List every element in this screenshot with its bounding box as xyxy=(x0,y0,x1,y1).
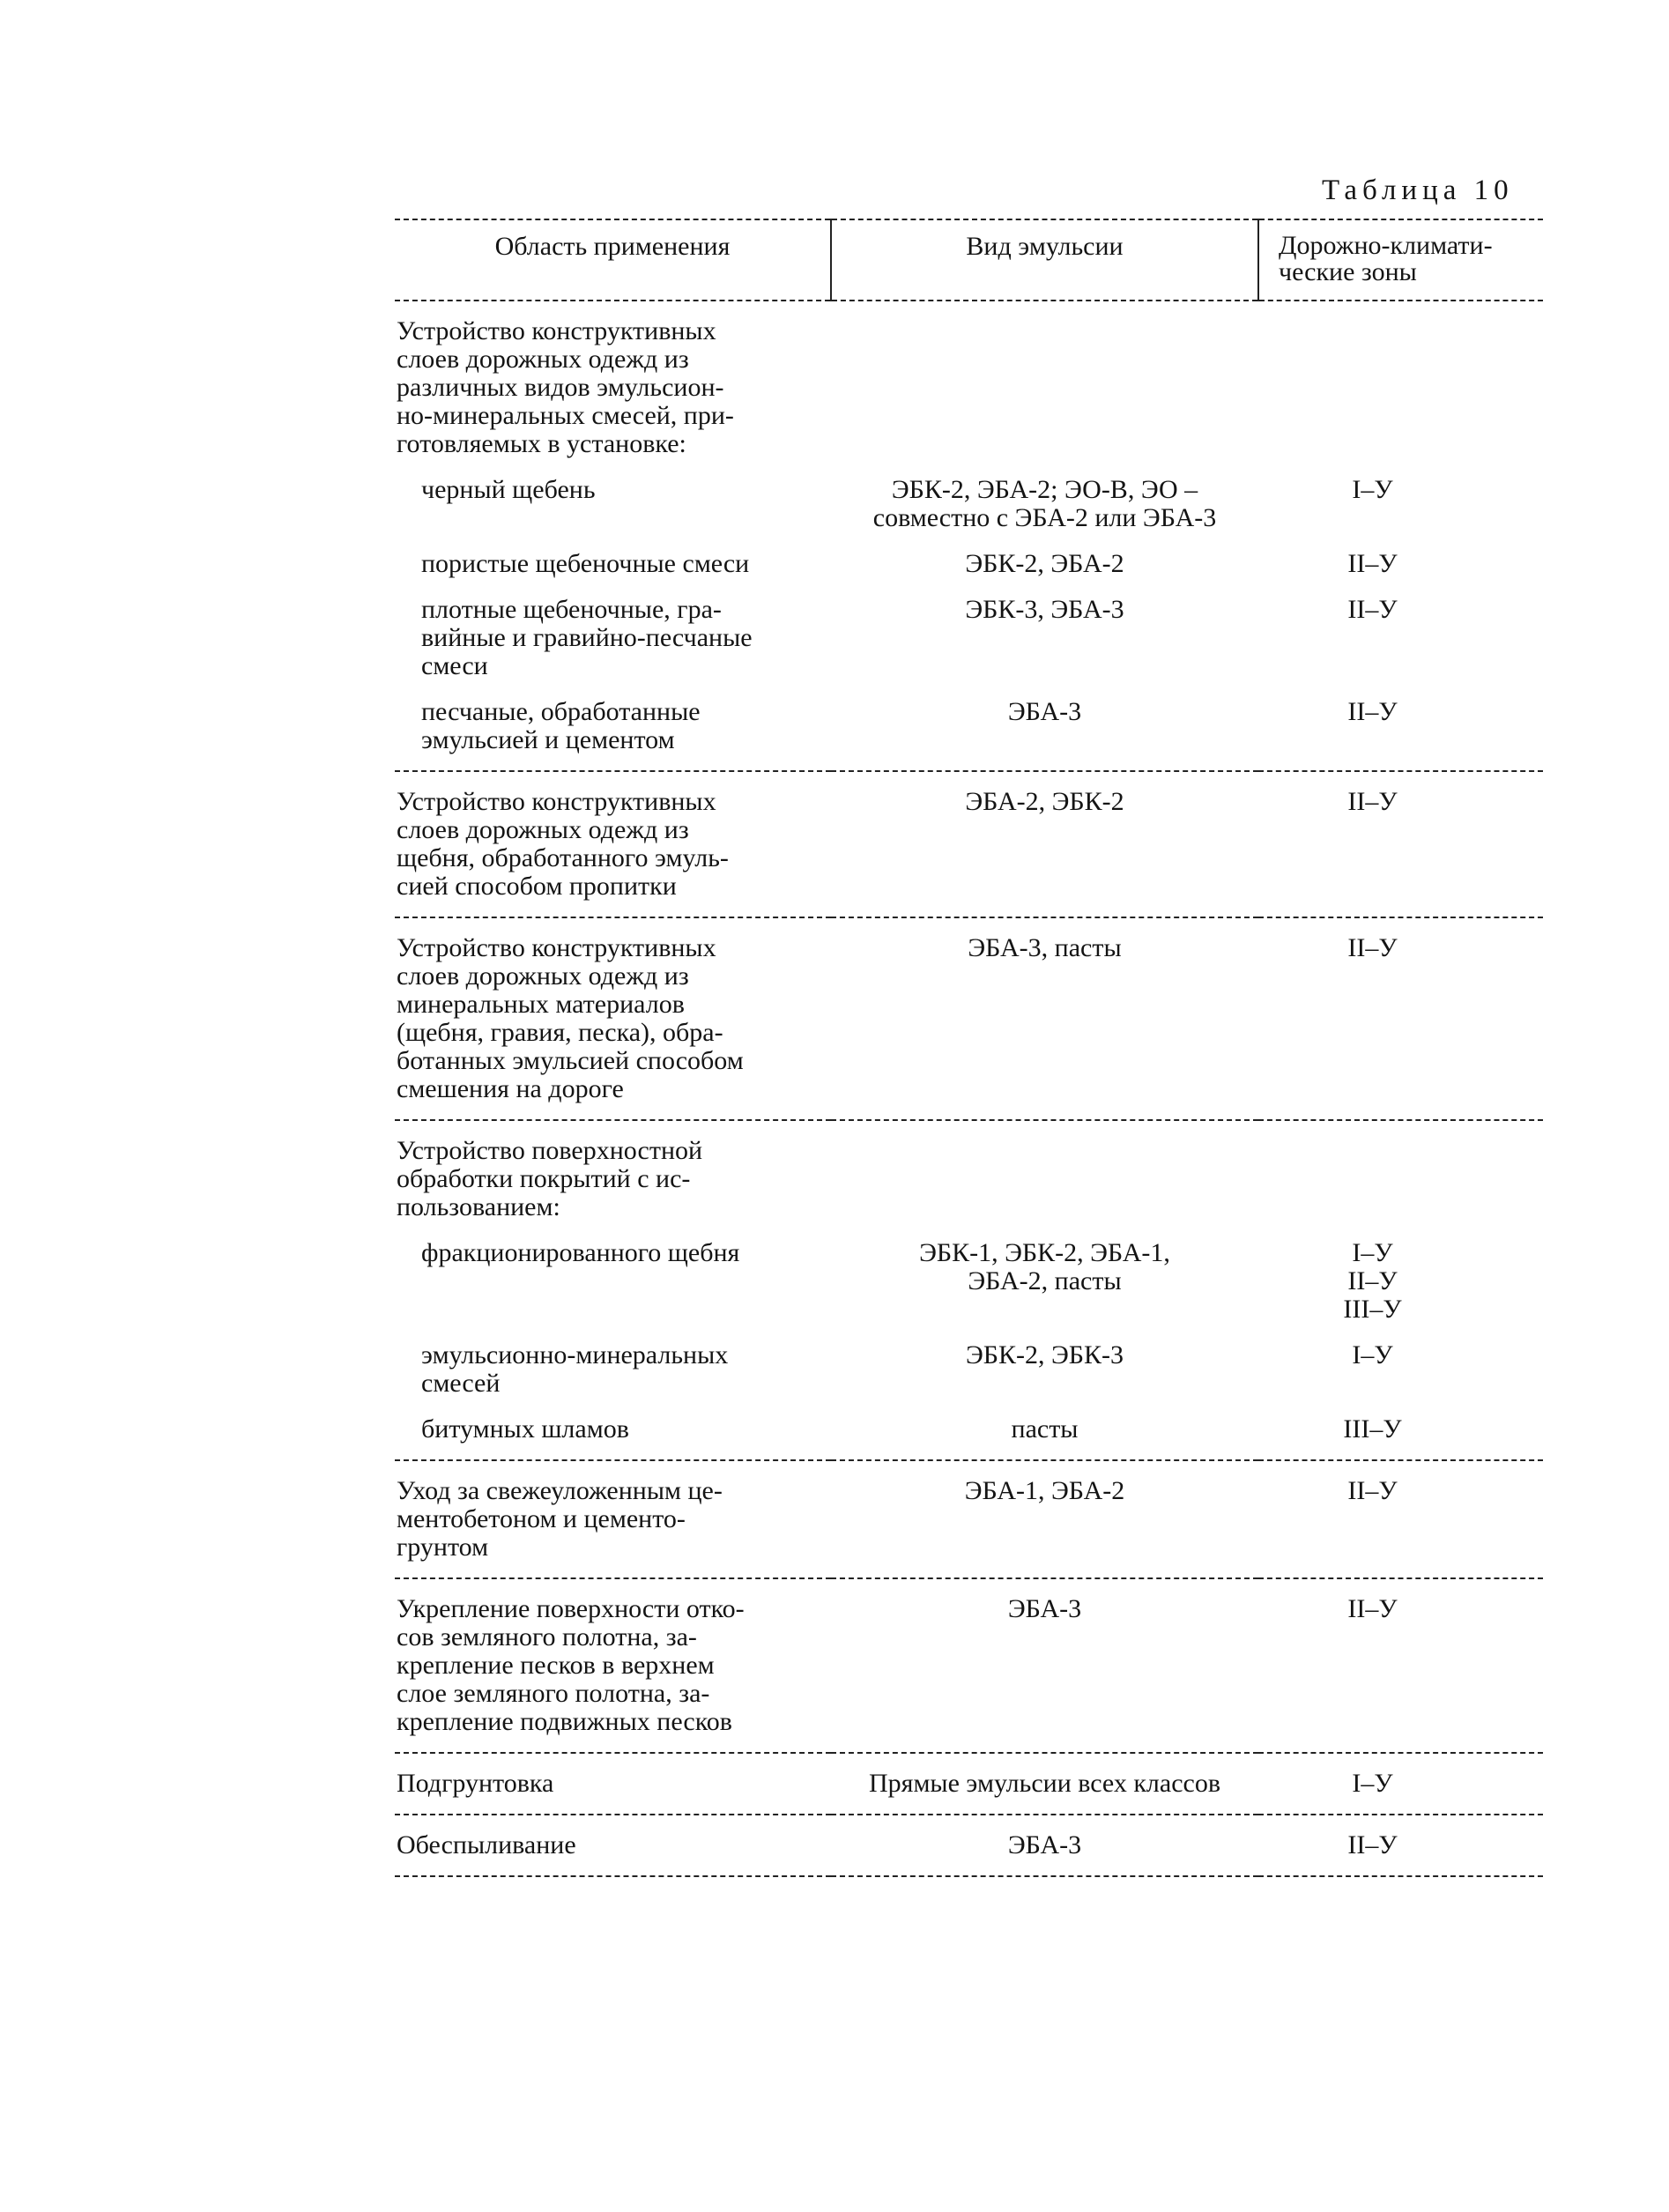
zone-line: II–У xyxy=(1347,595,1398,624)
climate-zone-cell xyxy=(1258,1120,1543,1223)
application-area-cell xyxy=(395,1223,831,1325)
application-area-cell xyxy=(395,1815,831,1876)
climate-zone-cell xyxy=(1258,682,1543,771)
application-area-cell xyxy=(395,682,831,771)
table-row xyxy=(395,1578,1543,1753)
climate-zone-cell xyxy=(1258,1753,1543,1815)
emulsion-line: ЭБА-1, ЭБА-2 xyxy=(964,1476,1125,1505)
area-line: пористые щебеночные смеси xyxy=(421,549,750,578)
application-area-cell xyxy=(395,1325,831,1399)
climate-zone-cell xyxy=(1258,1460,1543,1578)
area-line: смешения на дороге xyxy=(397,1074,624,1103)
area-line: но-минеральных смесей, при- xyxy=(397,401,734,430)
zone-line: II–У xyxy=(1347,549,1398,578)
climate-zone-cell xyxy=(1258,771,1543,917)
header-climate-zones-line: Дорожно-климати- xyxy=(1279,231,1493,260)
zone-line: II–У xyxy=(1347,1266,1398,1295)
area-line: ботанных эмульсией способом xyxy=(397,1046,744,1075)
zone-line: II–У xyxy=(1347,787,1398,816)
emulsion-type-cell xyxy=(831,1815,1258,1876)
table-row xyxy=(395,1753,1543,1815)
emulsion-line: ЭБА-3, пасты xyxy=(968,933,1122,962)
table-row xyxy=(395,1399,1543,1460)
emulsion-type-cell xyxy=(831,460,1258,534)
area-line: Обеспыливание xyxy=(397,1830,576,1859)
application-area-cell xyxy=(395,1399,831,1460)
application-area-cell xyxy=(395,1753,831,1815)
table-row xyxy=(395,1325,1543,1399)
emulsion-line: ЭБК-2, ЭБК-3 xyxy=(965,1340,1124,1370)
table-row xyxy=(395,917,1543,1120)
area-line: минеральных материалов xyxy=(397,990,685,1019)
zone-line: III–У xyxy=(1343,1295,1402,1324)
emulsion-line: Прямые эмульсии всех классов xyxy=(868,1769,1221,1798)
area-line: эмульсионно-минеральных xyxy=(421,1340,729,1370)
zone-line: I–У xyxy=(1352,1340,1393,1370)
emulsion-type-cell xyxy=(831,682,1258,771)
area-line: смесей xyxy=(421,1369,501,1398)
emulsion-line: ЭБА-2, пасты xyxy=(968,1266,1122,1295)
emulsion-line: ЭБА-3 xyxy=(1007,697,1082,726)
zone-line: III–У xyxy=(1343,1414,1402,1444)
application-area-cell xyxy=(395,1460,831,1578)
emulsion-line: ЭБК-1, ЭБК-2, ЭБА-1, xyxy=(919,1238,1170,1267)
area-line: плотные щебеночные, гра- xyxy=(421,595,722,624)
area-line: Укрепление поверхности отко- xyxy=(397,1594,745,1623)
zone-line: II–У xyxy=(1347,1594,1398,1623)
area-line: черный щебень xyxy=(421,475,596,504)
emulsion-type-cell xyxy=(831,1399,1258,1460)
emulsion-line: ЭБА-3 xyxy=(1007,1830,1082,1859)
area-line: Уход за свежеуложенным це- xyxy=(397,1476,723,1505)
area-line: смеси xyxy=(421,651,488,680)
application-area-cell xyxy=(395,771,831,917)
climate-zone-cell xyxy=(1258,1399,1543,1460)
emulsion-type-cell xyxy=(831,580,1258,682)
zone-line: I–У xyxy=(1352,475,1393,504)
emulsion-line: ЭБА-3 xyxy=(1007,1594,1082,1623)
zone-line: II–У xyxy=(1347,933,1398,962)
area-line: Подгрунтовка xyxy=(397,1769,554,1798)
area-line: слоев дорожных одежд из xyxy=(397,961,689,991)
table-row xyxy=(395,580,1543,682)
emulsion-line: пасты xyxy=(1011,1414,1079,1444)
table-row xyxy=(395,1120,1543,1223)
climate-zone-cell xyxy=(1258,1223,1543,1325)
area-line: слоев дорожных одежд из xyxy=(397,345,689,374)
application-area-cell xyxy=(395,1120,831,1223)
application-area-cell xyxy=(395,460,831,534)
area-line: сов земляного полотна, за- xyxy=(397,1622,697,1652)
area-line: ментобетоном и цементо- xyxy=(397,1504,686,1533)
area-line: (щебня, гравия, песка), обра- xyxy=(397,1018,723,1047)
table-row xyxy=(395,1815,1543,1876)
table-caption: Таблица 10 xyxy=(1322,174,1514,206)
emulsion-line: ЭБК-2, ЭБА-2 xyxy=(965,549,1124,578)
area-line: Устройство конструктивных xyxy=(397,787,716,816)
header-application-area: Область применения xyxy=(395,219,831,301)
emulsion-application-table xyxy=(395,219,1543,1877)
area-line: обработки покрытий с ис- xyxy=(397,1164,691,1193)
zone-line: I–У xyxy=(1352,1769,1393,1798)
climate-zone-cell xyxy=(1258,1325,1543,1399)
emulsion-line: ЭБК-2, ЭБА-2; ЭО-В, ЭО – xyxy=(891,475,1198,504)
table-row xyxy=(395,1223,1543,1325)
area-line: слоев дорожных одежд из xyxy=(397,815,689,844)
application-area-cell xyxy=(395,917,831,1120)
climate-zone-cell xyxy=(1258,580,1543,682)
emulsion-type-cell xyxy=(831,1325,1258,1399)
area-line: слое земляного полотна, за- xyxy=(397,1679,710,1708)
emulsion-type-cell xyxy=(831,1460,1258,1578)
table-row xyxy=(395,301,1543,460)
table-row xyxy=(395,534,1543,580)
emulsion-type-cell xyxy=(831,534,1258,580)
area-line: вийные и гравийно-песчаные xyxy=(421,623,753,652)
table-row xyxy=(395,682,1543,771)
table-row xyxy=(395,1460,1543,1578)
climate-zone-cell xyxy=(1258,460,1543,534)
climate-zone-cell xyxy=(1258,1815,1543,1876)
emulsion-type-cell xyxy=(831,771,1258,917)
area-line: крепление песков в верхнем xyxy=(397,1651,715,1680)
emulsion-line: ЭБК-3, ЭБА-3 xyxy=(965,595,1124,624)
emulsion-type-cell xyxy=(831,1578,1258,1753)
area-line: сией способом пропитки xyxy=(397,872,677,901)
area-line: фракционированного щебня xyxy=(421,1238,740,1267)
climate-zone-cell xyxy=(1258,301,1543,460)
header-climate-zones xyxy=(1258,219,1543,301)
climate-zone-cell xyxy=(1258,534,1543,580)
area-line: битумных шламов xyxy=(421,1414,629,1444)
application-area-cell xyxy=(395,301,831,460)
zone-line: II–У xyxy=(1347,1830,1398,1859)
area-line: щебня, обработанного эмуль- xyxy=(397,843,729,872)
emulsion-type-cell xyxy=(831,301,1258,460)
area-line: Устройство конструктивных xyxy=(397,933,716,962)
area-line: эмульсией и цементом xyxy=(421,725,675,754)
zone-line: I–У xyxy=(1352,1238,1393,1267)
area-line: Устройство поверхностной xyxy=(397,1136,703,1165)
table-row xyxy=(395,460,1543,534)
area-line: песчаные, обработанные xyxy=(421,697,701,726)
table-header xyxy=(395,219,1543,301)
application-area-cell xyxy=(395,534,831,580)
emulsion-type-cell xyxy=(831,1120,1258,1223)
area-line: грунтом xyxy=(397,1533,489,1562)
zone-line: II–У xyxy=(1347,1476,1398,1505)
climate-zone-cell xyxy=(1258,1578,1543,1753)
application-area-cell xyxy=(395,580,831,682)
table-body xyxy=(395,301,1543,1876)
area-line: различных видов эмульсион- xyxy=(397,373,724,402)
zone-line: II–У xyxy=(1347,697,1398,726)
header-emulsion-type: Вид эмульсии xyxy=(831,219,1258,301)
area-line: крепление подвижных песков xyxy=(397,1707,732,1736)
area-line: Устройство конструктивных xyxy=(397,316,716,345)
header-climate-zones-line: ческие зоны xyxy=(1279,257,1417,286)
emulsion-type-cell xyxy=(831,917,1258,1120)
emulsion-line: совместно с ЭБА-2 или ЭБА-3 xyxy=(872,503,1217,532)
header-row xyxy=(395,219,1543,301)
area-line: пользованием: xyxy=(397,1192,560,1221)
emulsion-type-cell xyxy=(831,1753,1258,1815)
application-area-cell xyxy=(395,1578,831,1753)
climate-zone-cell xyxy=(1258,917,1543,1120)
emulsion-line: ЭБА-2, ЭБК-2 xyxy=(965,787,1124,816)
emulsion-type-cell xyxy=(831,1223,1258,1325)
table-row xyxy=(395,771,1543,917)
area-line: готовляемых в установке: xyxy=(397,429,686,458)
